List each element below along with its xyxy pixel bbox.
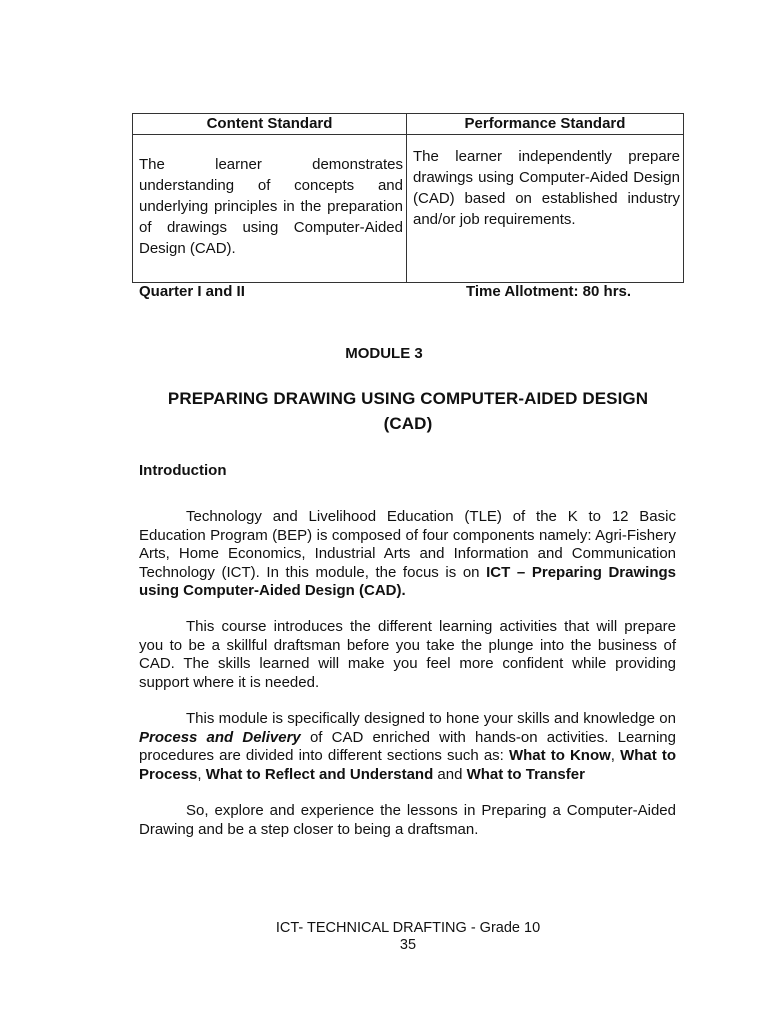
intro-paragraph-2: This course introduces the different learning activities that will prepare you to be a skillful draftsman before you take the plunge into the business of CAD. The skills learned will make you feel more confident while providing support where it is needed. [139,618,676,691]
p1-emphasis: ICT – Preparing Drawings using Computer-Aided Design (CAD). [139,563,676,599]
module-title-line2: (CAD) [383,414,433,433]
performance-standard-cell: The learner independently prepare drawings using Computer-Aided Design (CAD) based on established industry and/or job requirements. [407,135,684,283]
table-row [133,135,684,283]
quarter-label: Quarter I and II [139,283,245,300]
p3-what-to-transfer: What to Transfer [466,765,585,783]
introduction-heading: Introduction [139,462,227,479]
page-number: 35 [399,937,417,953]
p3-what-to-process: What to Process [139,747,676,783]
p3-process-delivery: Process and Delivery [139,728,301,746]
intro-paragraph-3 [139,710,676,784]
p1-text: Technology and Livelihood Education (TLE) of the K to 12 Basic Education Program (BEP) is composed of four components namely: Agri-Fishery Arts, Home Economics, Industrial Arts and Information and Communication Technology (ICT). In this module, the focus is on [139,508,676,581]
footer-title: ICT- TECHNICAL DRAFTING - Grade 10 [275,920,541,936]
module-title [140,386,676,436]
time-allotment: Time Allotment: 80 hrs. [466,283,632,300]
page-footer [0,920,768,954]
intro-paragraph-1 [139,508,676,601]
p3-what-to-reflect: What to Reflect and Understand [205,765,434,783]
p3-and: and [433,765,467,783]
performance-standard-header: Performance Standard [407,114,684,135]
content-standard-cell: The learner demonstrates understanding of concepts and underlying principles in the preparation of drawings using Computer-Aided Design (CAD). [133,135,407,283]
p3-text-a: This module is specifically designed to hone your skills and knowledge on [186,710,676,727]
standards-table [132,113,684,283]
intro-paragraph-4: So, explore and experience the lessons in Preparing a Computer-Aided Drawing and be a step closer to being a draftsman. [139,802,676,838]
p3-what-to-know: What to Know [508,747,611,764]
table-header-row [133,114,684,135]
module-title-line1: PREPARING DRAWING USING COMPUTER-AIDED DESIGN [167,389,649,408]
p3-sep-1: , [610,747,621,764]
module-label: MODULE 3 [345,345,423,362]
p3-sep-2: , [197,765,206,783]
content-standard-header: Content Standard [133,114,407,135]
p3-text-c: of CAD enriched with hands-on activities. Learning procedures are divided into different sections such as: [139,728,676,764]
